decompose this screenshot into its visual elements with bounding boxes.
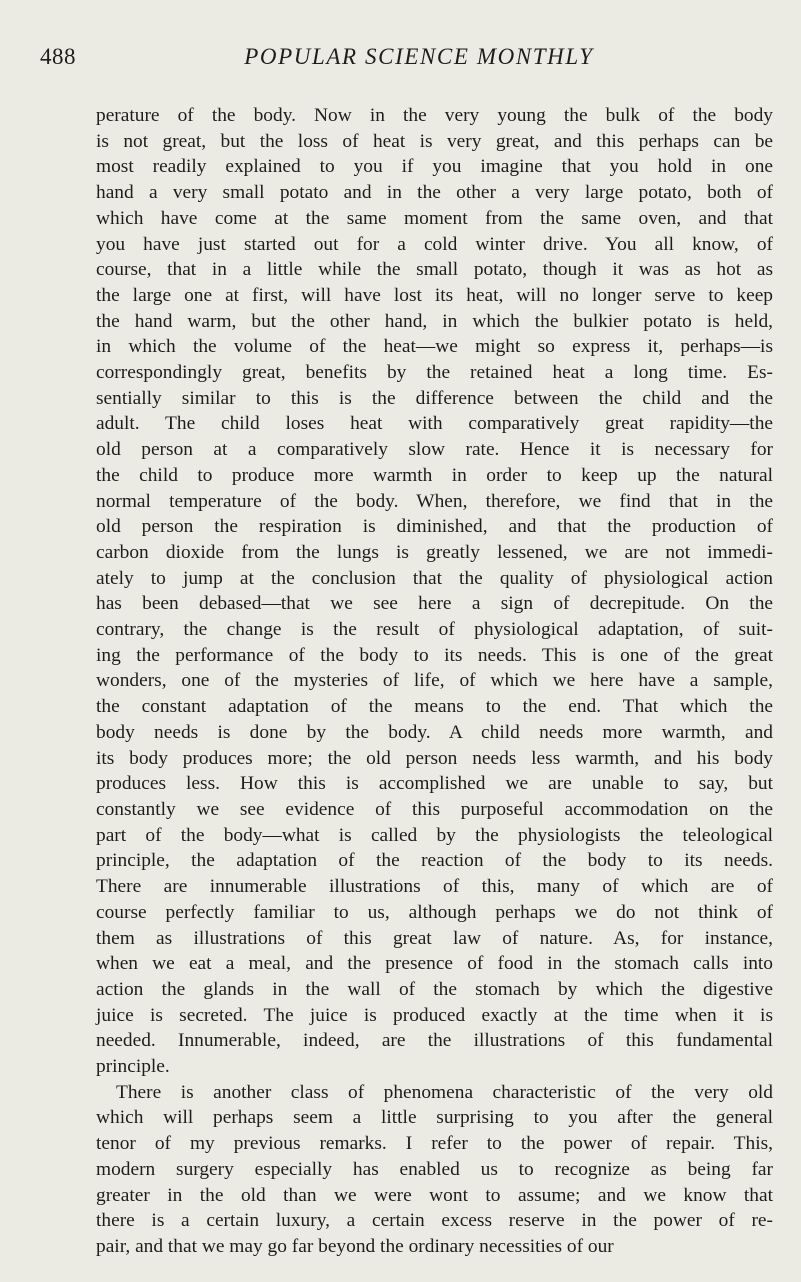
text-line: is not great, but the loss of heat is very great, and this perhaps can be	[96, 130, 773, 152]
text-line: you have just started out for a cold winter drive. You all know, of	[96, 233, 773, 255]
paragraph	[96, 1080, 773, 1260]
text-line: wonders, one of the mysteries of life, of which we here have a sample,	[96, 670, 773, 692]
text-line: greater in the old than we were wont to assume; and we know that	[96, 1184, 773, 1206]
text-line: sentially similar to this is the difference between the child and the	[96, 387, 773, 409]
text-line: the large one at first, will have lost its heat, will no longer serve to keep	[96, 284, 773, 306]
text-line: juice is secreted. The juice is produced exactly at the time when it is	[96, 1004, 773, 1026]
text-line: normal temperature of the body. When, therefore, we find that in the	[96, 490, 773, 512]
text-line: there is a certain luxury, a certain excess reserve in the power of re-	[96, 1210, 773, 1232]
text-line: perature of the body. Now in the very young the bulk of the body	[96, 105, 773, 126]
text-line: carbon dioxide from the lungs is greatly lessened, we are not immedi-	[96, 541, 773, 563]
text-line: part of the body—what is called by the physiologists the teleological	[96, 824, 773, 846]
text-line: tenor of my previous remarks. I refer to the power of repair. This,	[96, 1133, 773, 1155]
body-text	[96, 103, 773, 1260]
text-line: most readily explained to you if you imagine that you hold in one	[96, 156, 773, 178]
text-line: principle.	[96, 1056, 170, 1078]
text-line: modern surgery especially has enabled us to recognize as being far	[96, 1158, 773, 1180]
text-line: which have come at the same moment from the same oven, and that	[96, 207, 773, 229]
text-line: There is another class of phenomena characteristic of the very old	[116, 1081, 773, 1103]
text-line: course, that in a little while the small potato, though it was as hot as	[96, 259, 773, 281]
text-line: its body produces more; the old person needs less warmth, and his body	[96, 747, 773, 769]
text-line: principle, the adaptation of the reaction of the body to its needs.	[96, 850, 773, 872]
text-line: them as illustrations of this great law of nature. As, for instance,	[96, 927, 773, 949]
running-head: POPULAR SCIENCE MONTHLY	[244, 44, 594, 69]
text-line: the hand warm, but the other hand, in which the bulkier potato is held,	[96, 310, 773, 332]
text-line: adult. The child loses heat with comparatively great rapidity—the	[96, 413, 773, 435]
text-line: There are innumerable illustrations of this, many of which are of	[96, 876, 773, 898]
text-line: correspondingly great, benefits by the retained heat a long time. Es-	[96, 362, 773, 384]
text-line: produces less. How this is accomplished we are unable to say, but	[96, 773, 773, 795]
text-line: action the glands in the wall of the stomach by which the digestive	[96, 978, 773, 1000]
text-line: body needs is done by the body. A child needs more warmth, and	[96, 721, 773, 743]
text-line: when we eat a meal, and the presence of food in the stomach calls into	[96, 953, 773, 975]
text-line: the child to produce more warmth in order to keep up the natural	[96, 464, 773, 486]
text-line: contrary, the change is the result of physiological adaptation, of suit-	[96, 619, 773, 641]
text-line: in which the volume of the heat—we might so express it, perhaps—is	[96, 336, 773, 358]
text-line: old person at a comparatively slow rate. Hence it is necessary for	[96, 439, 773, 461]
page-header	[40, 44, 778, 80]
text-line: constantly we see evidence of this purposeful accommodation on the	[96, 798, 773, 820]
text-line: needed. Innumerable, indeed, are the illustrations of this fundamental	[96, 1030, 773, 1052]
text-line: course perfectly familiar to us, although perhaps we do not think of	[96, 901, 773, 923]
text-line: ing the performance of the body to its needs. This is one of the great	[96, 644, 773, 666]
text-line: pair, and that we may go far beyond the ordinary necessities of our	[96, 1235, 614, 1257]
text-line: has been debased—that we see here a sign of decrepitude. On the	[96, 593, 773, 615]
text-line: ately to jump at the conclusion that the quality of physiological action	[96, 567, 773, 589]
text-line: the constant adaptation of the means to the end. That which the	[96, 696, 773, 718]
text-line: which will perhaps seem a little surprising to you after the general	[96, 1107, 773, 1129]
text-line: hand a very small potato and in the other a very large potato, both of	[96, 182, 773, 204]
paragraph	[96, 103, 773, 1080]
text-line: old person the respiration is diminished, and that the production of	[96, 516, 773, 538]
page-number: 488	[40, 44, 76, 69]
